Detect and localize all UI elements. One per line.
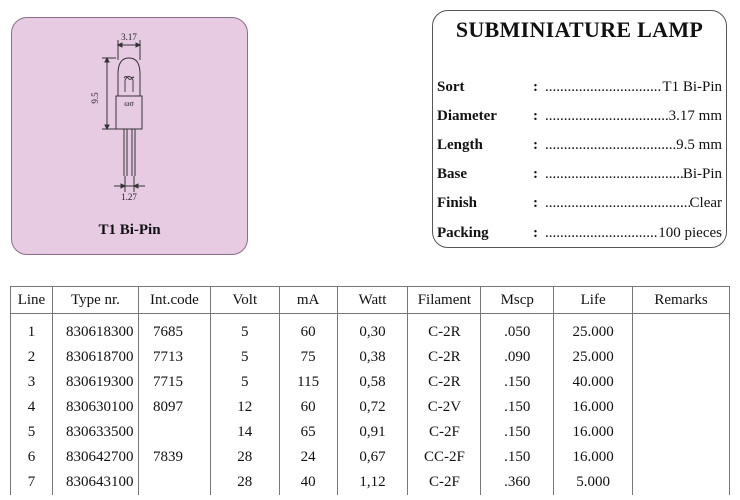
spec-title: SUBMINIATURE LAMP: [455, 17, 704, 42]
cell-type-nr: 830642700: [52, 445, 138, 470]
cell-filament: C-2R: [408, 314, 481, 346]
cell-int-code: [138, 470, 210, 495]
cell-volt: 28: [210, 470, 279, 495]
dim-width-label: 3.17: [121, 32, 137, 42]
cell-type-nr: 830619300: [52, 370, 138, 395]
cell-volt: 5: [210, 370, 279, 395]
header-line: Line: [11, 287, 53, 314]
cell-mscp: .360: [481, 470, 554, 495]
cell-type-nr: 830618700: [52, 345, 138, 370]
table-row: [11, 345, 730, 370]
cell-watt: 0,91: [337, 420, 408, 445]
cell-life: 16.000: [554, 445, 633, 470]
cell-int-code: 7685: [138, 314, 210, 346]
cell-mscp: .150: [481, 420, 554, 445]
cell-volt: 12: [210, 395, 279, 420]
spec-value: Bi-Pin: [682, 166, 722, 182]
cell-line: 5: [11, 420, 53, 445]
cell-ma: 40: [279, 470, 337, 495]
spec-label: Base: [437, 166, 467, 182]
cell-watt: 0,72: [337, 395, 408, 420]
cell-watt: 0,30: [337, 314, 408, 346]
spec-value: 100 pieces: [658, 225, 722, 241]
cell-remarks: [633, 370, 730, 395]
spec-row-diameter: Diameter : ..... 3.17 mm: [437, 108, 722, 128]
cell-life: 25.000: [554, 314, 633, 346]
cell-life: 25.000: [554, 345, 633, 370]
header-life: Life: [554, 287, 633, 314]
dim-height-label: 9.5: [90, 92, 100, 104]
table-row: [11, 445, 730, 470]
spec-label: Finish: [437, 195, 478, 211]
cell-life: 5.000: [554, 470, 633, 495]
cell-ma: 60: [279, 395, 337, 420]
table-row: [11, 314, 730, 346]
cell-ma: 60: [279, 314, 337, 346]
cell-type-nr: 830633500: [52, 420, 138, 445]
cell-line: 2: [11, 345, 53, 370]
table-header-row: [11, 287, 730, 314]
spec-row-base: Base : ..... Bi-Pin: [437, 166, 722, 186]
cell-life: 40.000: [554, 370, 633, 395]
spec-label: Diameter: [437, 108, 497, 124]
cell-int-code: 7715: [138, 370, 210, 395]
spec-row-finish: Finish : ..... Clear: [437, 195, 722, 215]
spec-value: 3.17 mm: [668, 108, 722, 124]
cell-filament: C-2R: [408, 345, 481, 370]
cell-watt: 1,12: [337, 470, 408, 495]
spec-panel: [432, 10, 727, 248]
table-row: [11, 395, 730, 420]
cell-remarks: [633, 314, 730, 346]
cell-int-code: [138, 420, 210, 445]
cell-line: 3: [11, 370, 53, 395]
header-volt: Volt: [210, 287, 279, 314]
cell-ma: 65: [279, 420, 337, 445]
cell-mscp: .150: [481, 445, 554, 470]
cell-life: 16.000: [554, 395, 633, 420]
cell-mscp: .050: [481, 314, 554, 346]
header-ma: mA: [279, 287, 337, 314]
cell-filament: C-2F: [408, 470, 481, 495]
cell-volt: 14: [210, 420, 279, 445]
cell-mscp: .150: [481, 395, 554, 420]
spec-row-packing: Packing : ..... 100 pieces: [437, 225, 722, 245]
cell-volt: 28: [210, 445, 279, 470]
header-watt: Watt: [337, 287, 408, 314]
table-row: [11, 370, 730, 395]
spec-label: Sort: [437, 79, 465, 95]
cell-remarks: [633, 395, 730, 420]
cell-volt: 5: [210, 314, 279, 346]
cell-int-code: 8097: [138, 395, 210, 420]
header-filament: Filament: [408, 287, 481, 314]
cell-remarks: [633, 470, 730, 495]
spec-label: Packing: [437, 225, 489, 241]
spec-label: Length: [437, 137, 483, 153]
cell-ma: 24: [279, 445, 337, 470]
cell-watt: 0,58: [337, 370, 408, 395]
spec-row-sort: Sort : ..... T1 Bi-Pin: [437, 79, 722, 99]
header-mscp: Mscp: [481, 287, 554, 314]
spec-value: 9.5 mm: [676, 137, 722, 153]
cell-line: 7: [11, 470, 53, 495]
cell-watt: 0,38: [337, 345, 408, 370]
cell-remarks: [633, 420, 730, 445]
cell-life: 16.000: [554, 420, 633, 445]
cell-filament: C-2V: [408, 395, 481, 420]
cell-ma: 115: [279, 370, 337, 395]
header-remarks: Remarks: [633, 287, 730, 314]
spec-value: T1 Bi-Pin: [662, 79, 722, 95]
cell-mscp: .150: [481, 370, 554, 395]
header-type-nr: Type nr.: [52, 287, 138, 314]
cell-watt: 0,67: [337, 445, 408, 470]
cell-int-code: 7839: [138, 445, 210, 470]
table-row: [11, 470, 730, 495]
cell-filament: C-2F: [408, 420, 481, 445]
lamp-drawing: [12, 18, 247, 218]
header-int-code: Int.code: [138, 287, 210, 314]
cell-type-nr: 830630100: [52, 395, 138, 420]
cell-remarks: [633, 345, 730, 370]
base-marking: ωσ: [124, 99, 134, 108]
dim-pin-label: 1.27: [121, 192, 137, 202]
cell-filament: CC-2F: [408, 445, 481, 470]
cell-line: 1: [11, 314, 53, 346]
lamp-caption: T1 Bi-Pin: [98, 222, 161, 238]
spec-row-length: Length : ..... 9.5 mm: [437, 137, 722, 157]
cell-type-nr: 830643100: [52, 470, 138, 495]
cell-mscp: .090: [481, 345, 554, 370]
cell-remarks: [633, 445, 730, 470]
cell-filament: C-2R: [408, 370, 481, 395]
lamp-illustration-panel: [11, 17, 248, 255]
cell-ma: 75: [279, 345, 337, 370]
lamp-types-table: [10, 286, 730, 495]
cell-line: 6: [11, 445, 53, 470]
cell-type-nr: 830618300: [52, 314, 138, 346]
cell-volt: 5: [210, 345, 279, 370]
cell-line: 4: [11, 395, 53, 420]
spec-value: Clear: [689, 195, 722, 211]
cell-int-code: 7713: [138, 345, 210, 370]
table-row: [11, 420, 730, 445]
